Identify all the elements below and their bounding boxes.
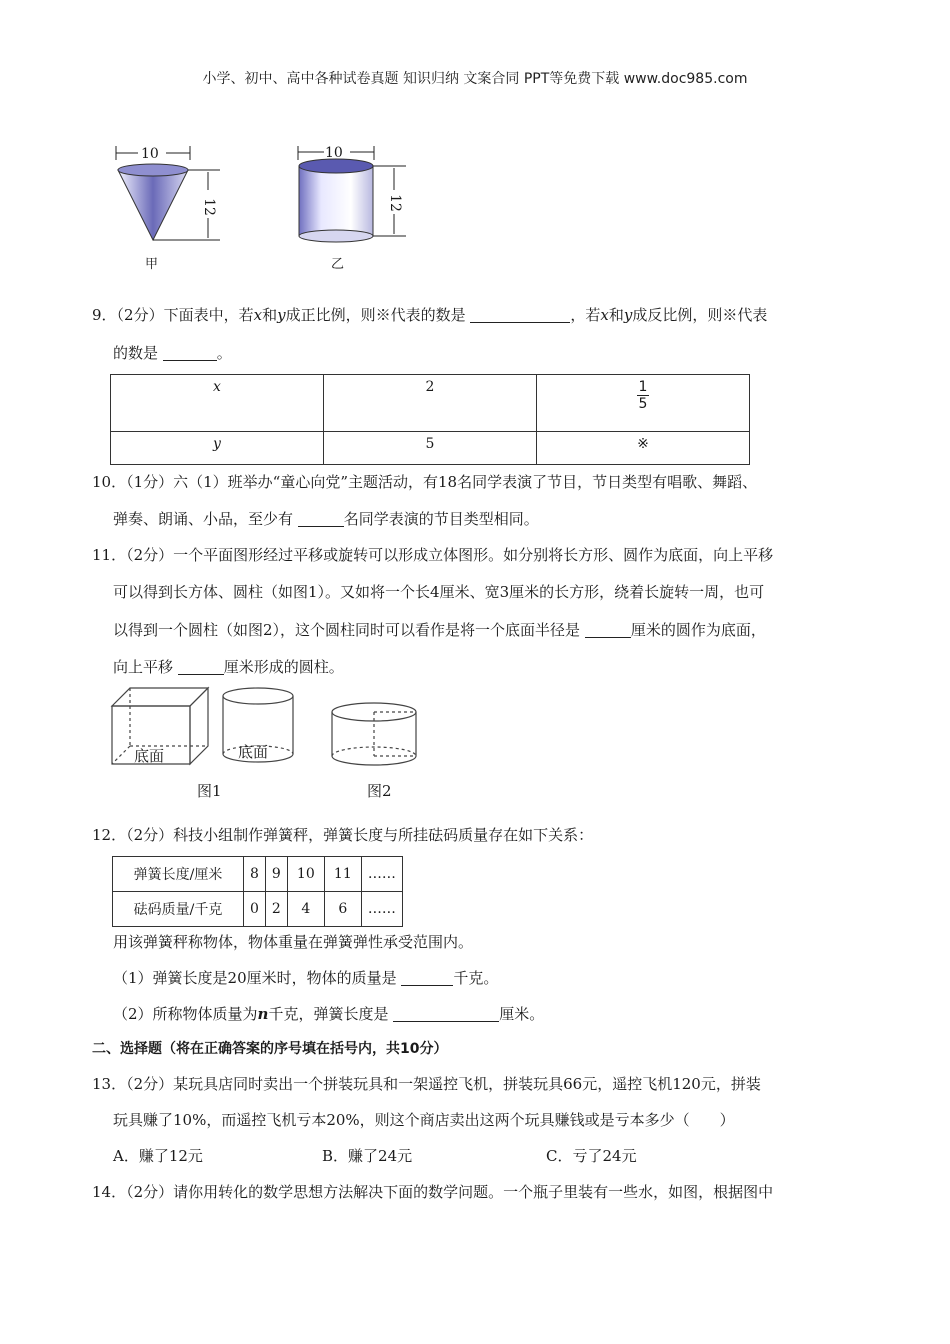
q12-sub2: （2）所称物体质量为n千克，弹簧长度是 厘米。 [113,1005,545,1023]
q9-cell-y-value: 5 [324,432,537,465]
q14-line1: 14．（2分）请你用转化的数学思想方法解决下面的数学问题。一个瓶子里装有一些水，如图，根据图中 [92,1183,774,1201]
q9-cell-y: y [111,432,324,465]
cone-figure [116,146,220,240]
q12-mass-2: 2 [265,892,287,927]
q11-line3: 以得到一个圆柱（如图2），这个圆柱同时可以看作是将一个底面半径是 厘米的圆作为底面， [113,621,766,639]
q9-answer-blank-1[interactable] [470,306,570,323]
fig2-caption: 图2 [367,782,392,800]
q12-mass-ellipsis: …… [361,892,402,927]
q12-mass-4: 6 [324,892,361,927]
page-header: 小学、初中、高中各种试卷真题 知识归纳 文案合同 PPT等免费下载 www.doc985.com [202,71,748,87]
q12-note: 用该弹簧秤称物体，物体重量在弹簧弹性承受范围内。 [113,933,474,951]
q9-line2: 的数是 。 [113,344,232,362]
q12-length-4: 11 [324,857,361,892]
cylinder-height-label: 12 [386,194,403,212]
q9-cell-unknown: ※ [537,432,750,465]
q9-answer-blank-2[interactable] [163,344,217,361]
fig1-caption: 图1 [197,782,222,800]
cylinder-fig2 [332,703,416,765]
q12-answer-blank-1[interactable] [401,969,453,986]
q9-cell-x: x [111,375,324,432]
q12-mass-3: 4 [287,892,324,927]
q11-line1: 11．（2分）一个平面图形经过平移或旋转可以形成立体图形。如分别将长方形、圆作为底面，向上平移 [92,546,774,564]
q11-line4: 向上平移 厘米形成的圆柱。 [113,658,344,676]
q13-option-c[interactable]: C．亏了24元 [546,1147,637,1165]
q13-line1: 13．（2分）某玩具店同时卖出一个拼装玩具和一架遥控飞机，拼装玩具66元，遥控飞机120元，拼装 [92,1075,761,1093]
cylinder-diameter-label: 10 [325,145,343,161]
q12-sub1: （1）弹簧长度是20厘米时，物体的质量是 千克。 [113,969,499,987]
q12-length-ellipsis: …… [361,857,402,892]
section2-title: 二、选择题（将在正确答案的序号填在括号内，共10分） [92,1041,448,1057]
q12-length-1: 8 [244,857,266,892]
q12-line1: 12．（2分）科技小组制作弹簧秤，弹簧长度与所挂砝码质量存在如下关系： [92,826,594,844]
cylinder-caption: 乙 [331,257,345,272]
fraction-one-fifth: $\frac{1}{5}$ [638,379,648,412]
q9-cell-x-value: 2 [324,375,537,432]
q10-line1: 10．（1分）六（1）班举办“童心向党”主题活动，有18名同学表演了节目，节日类型有唱歌、舞蹈、 [92,473,758,491]
q11-answer-blank-2[interactable] [178,658,224,675]
q11-answer-blank-1[interactable] [585,621,631,638]
q12-length-2: 9 [265,857,287,892]
fig1-cylinder-base-label: 底面 [238,743,269,761]
q11-line2: 可以得到长方体、圆柱（如图1）。又如将一个长4厘米、宽3厘米的长方形，绕着长旋转一周，也可 [113,583,765,601]
q13-line2: 玩具赚了10%，而遥控飞机亏本20%，则这个商店卖出这两个玩具赚钱或是亏本多少（ ） [113,1111,735,1129]
q9-line1: 9．（2分）下面表中，若x和y成正比例，则※代表的数是 ，若x和y成反比例，则※代表 [92,306,768,324]
q10-answer-blank[interactable] [298,510,344,527]
cone-diameter-label: 10 [141,146,159,162]
q12-answer-blank-2[interactable] [393,1005,499,1022]
q9-table [110,374,750,465]
q12-mass-1: 0 [244,892,266,927]
q10-line2: 弹奏、朗诵、小品，至少有 名同学表演的节目类型相同。 [113,510,539,528]
q13-option-b[interactable]: B．赚了24元 [322,1147,413,1165]
q9-cell-fraction [537,375,750,432]
q12-header-length: 弹簧长度/厘米 [113,857,244,892]
q12-table [112,856,403,927]
q12-header-mass: 砝码质量/千克 [113,892,244,927]
cone-caption: 甲 [145,257,159,272]
q13-option-a[interactable]: A．赚了12元 [113,1147,203,1165]
cone-height-label: 12 [200,198,217,216]
fig1-cuboid-base-label: 底面 [134,747,165,765]
q12-length-3: 10 [287,857,324,892]
